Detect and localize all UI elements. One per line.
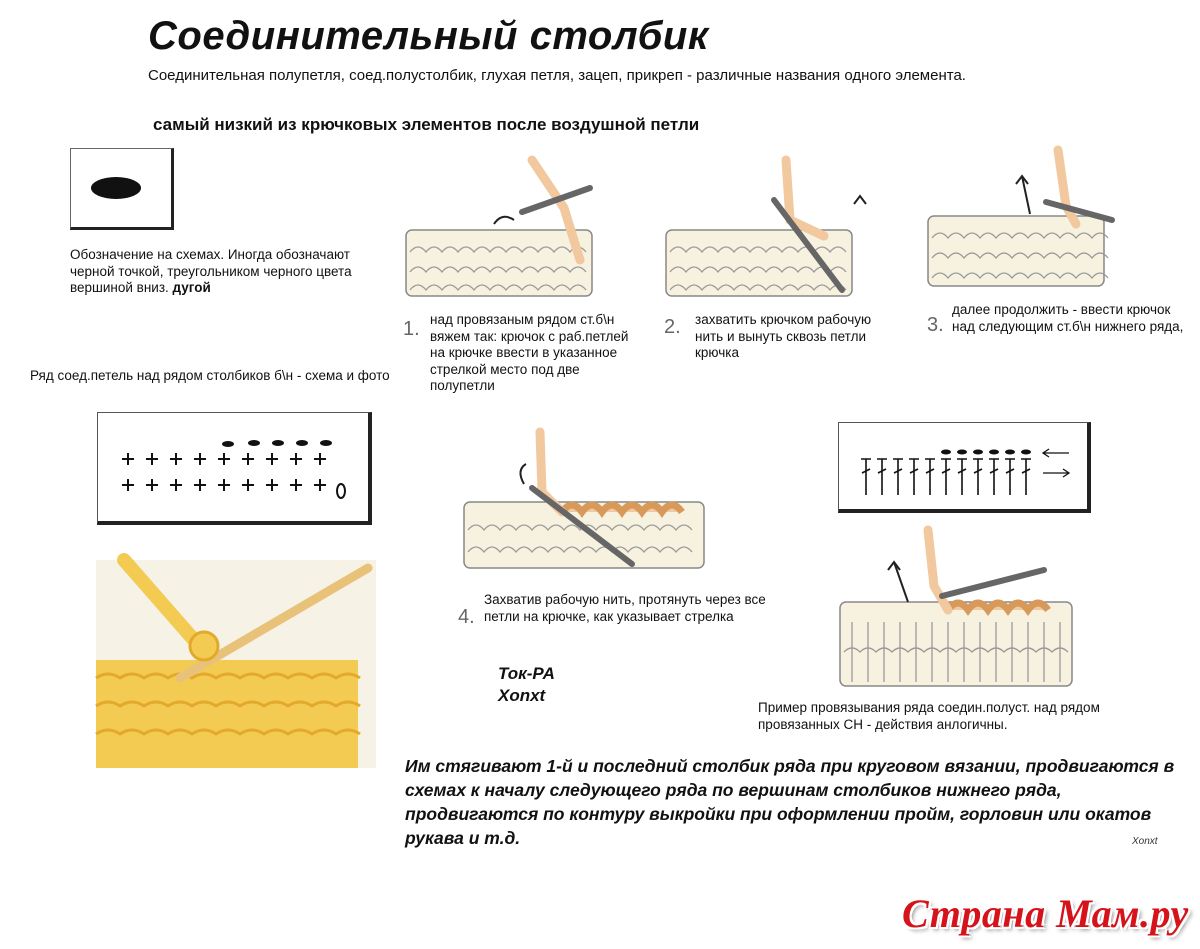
step-2-number: 2. [664, 316, 681, 338]
dc-row-schema [838, 422, 1091, 513]
symbol-caption-text: Обозначение на схемах. Иногда обозначают черной точкой, треугольником черного цвета вершиной вниз. [70, 247, 352, 295]
arrow-icon [1016, 176, 1030, 214]
signature-line-1: Ток-РА [498, 664, 555, 683]
arrow-left-icon [1043, 449, 1069, 457]
step-2-illustration [664, 160, 864, 300]
step-1-number: 1. [403, 318, 420, 340]
step-3-number: 3. [927, 314, 944, 336]
step-3-illustration [926, 150, 1116, 300]
symbol-caption-bold: дугой [172, 280, 211, 295]
step-4-illustration [462, 432, 712, 572]
slip-stitch-dots-icon [222, 440, 332, 447]
step-3-text: далее продолжить - ввести крючок над следующим ст.б\н нижнего ряда, [952, 302, 1184, 334]
symbol-caption [70, 247, 370, 297]
arrow-icon [888, 562, 908, 602]
lead-text: самый низкий из крючковых элементов после воздушной петли [153, 115, 700, 134]
arrow-icon [854, 196, 866, 204]
chain-stitch-icon [337, 484, 345, 498]
row-schema-drawing [98, 413, 368, 521]
step-1-text: над провязаным рядом ст.б\н вяжем так: крючок с раб.петлей на крючке ввести в указанное стрелкой место под две полупетли [430, 312, 629, 393]
page-subtitle: Соединительная полупетля, соед.полустолбик, глухая петля, зацеп, прикреп - различные названия одного элемента. [148, 67, 966, 84]
top-row-plus-icon [122, 453, 326, 465]
slip-stitch-symbol-icon [91, 177, 141, 199]
signature [498, 663, 555, 707]
working-yarn-icon [1058, 150, 1076, 224]
symbol-box [70, 148, 174, 230]
step-2-text: захватить крючком рабочую нить и вынуть сквозь петли крючка [695, 312, 872, 360]
step-4-text: Захватив рабочую нить, протянуть через все петли на крючке, как указывает стрелка [484, 592, 766, 624]
small-credit: Xonxt [1132, 836, 1158, 847]
site-watermark-logo: Страна Мам.ру [902, 891, 1189, 936]
slip-stitch-row-icon [948, 603, 1048, 610]
slip-stitch-dots-icon [941, 450, 1031, 455]
page-title: Соединительный столбик [148, 14, 709, 58]
crochet-hook-icon [942, 570, 1044, 596]
example-caption: Пример провязывания ряда соедин.полуст. над рядом провязанных СН - действия анлогичны. [758, 700, 1100, 732]
double-crochet-symbols-icon [861, 459, 1031, 495]
bottom-row-plus-icon [122, 479, 326, 491]
arrow-icon [494, 217, 514, 224]
bottom-text: Им стягивают 1-й и последний столбик ряда при круговом вязании, продвигаются в схемах к началу следующего ряда по вершинам столбиков нижнего ряда, продвигаются по контуру выкройки при оформлении пройм, горловин или окатов рукава и т.д. [405, 756, 1175, 848]
example-illustration [838, 530, 1078, 690]
dc-row-schema-drawing [839, 423, 1087, 509]
yarn-photo [96, 560, 376, 768]
signature-line-2: Xonxt [498, 686, 546, 705]
row-caption: Ряд соед.петель над рядом столбиков б\н - схема и фото [30, 368, 390, 383]
arrow-right-icon [1043, 469, 1069, 477]
step-4-number: 4. [458, 606, 475, 628]
row-schema [97, 412, 372, 525]
step-1-illustration [404, 160, 599, 300]
arrow-icon [520, 464, 526, 484]
